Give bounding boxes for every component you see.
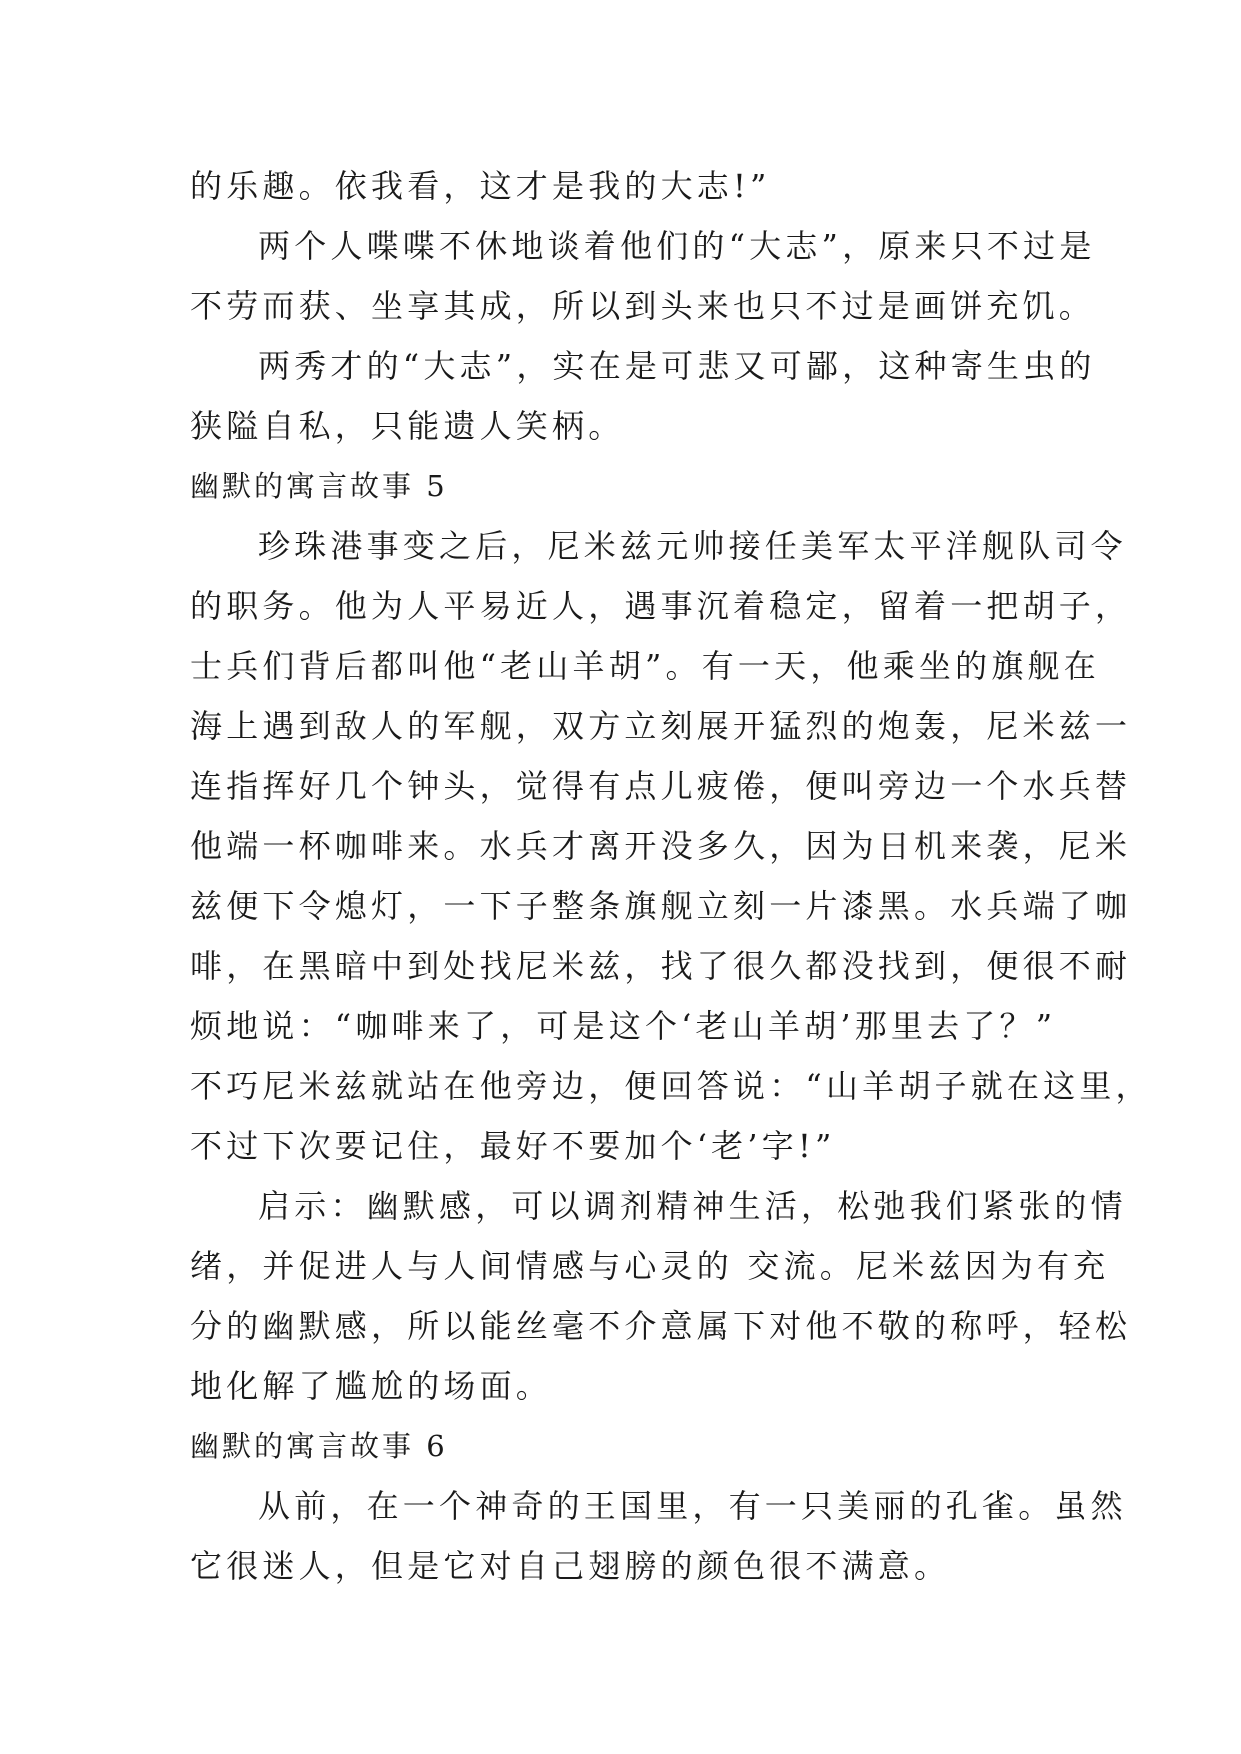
section-heading: 幽默的寓言故事 6 — [190, 1429, 448, 1463]
text-line: 它很迷人，但是它对自己翅膀的颜色很不满意。 — [190, 1547, 951, 1585]
text-line: 海上遇到敌人的军舰，双方立刻展开猛烈的炮轰，尼米兹一 — [190, 707, 1132, 745]
text-line: 兹便下令熄灯，一下子整条旗舰立刻一片漆黑。水兵端了咖 — [190, 887, 1132, 925]
text-line: 连指挥好几个钟头，觉得有点儿疲倦，便叫旁边一个水兵替 — [190, 767, 1132, 805]
text-line: 烦地说：“咖啡来了，可是这个‘老山羊胡’那里去了？” — [190, 1007, 1057, 1045]
text-line: 啡，在黑暗中到处找尼米兹，找了很久都没找到，便很不耐 — [190, 947, 1132, 985]
paragraph-start-line: 从前，在一个神奇的王国里，有一只美丽的孔雀。虽然 — [258, 1487, 1127, 1525]
text-line: 士兵们背后都叫他“老山羊胡”。有一天，他乘坐的旗舰在 — [190, 647, 1100, 685]
document-page — [190, 156, 1152, 1596]
paragraph-start-line: 两个人喋喋不休地谈着他们的“大志”，原来只不过是 — [258, 227, 1096, 265]
section-heading: 幽默的寓言故事 5 — [190, 469, 448, 503]
text-line: 不过下次要记住，最好不要加个‘老’字!” — [190, 1127, 836, 1165]
text-line: 绪，并促进人与人间情感与心灵的 交流。尼米兹因为有充 — [190, 1247, 1110, 1285]
paragraph-start-line: 两秀才的“大志”，实在是可悲又可鄙，这种寄生虫的 — [258, 347, 1096, 385]
text-line: 地化解了尴尬的场面。 — [190, 1367, 553, 1405]
text-line: 的职务。他为人平易近人，遇事沉着稳定，留着一把胡子， — [190, 587, 1132, 625]
text-line: 分的幽默感，所以能丝毫不介意属下对他不敬的称呼，轻松 — [190, 1307, 1132, 1345]
text-line: 狭隘自私，只能遗人笑柄。 — [190, 407, 625, 445]
text-line: 不巧尼米兹就站在他旁边，便回答说：“山羊胡子就在这里， — [190, 1067, 1152, 1105]
text-line: 的乐趣。依我看，这才是我的大志!” — [190, 167, 771, 205]
paragraph-start-line: 珍珠港事变之后，尼米兹元帅接任美军太平洋舰队司令 — [258, 527, 1127, 565]
text-line: 他端一杯咖啡来。水兵才离开没多久，因为日机来袭，尼米 — [190, 827, 1132, 865]
text-line: 不劳而获、坐享其成，所以到头来也只不过是画饼充饥。 — [190, 287, 1096, 325]
paragraph-start-line: 启示：幽默感，可以调剂精神生活，松弛我们紧张的情 — [258, 1187, 1127, 1225]
